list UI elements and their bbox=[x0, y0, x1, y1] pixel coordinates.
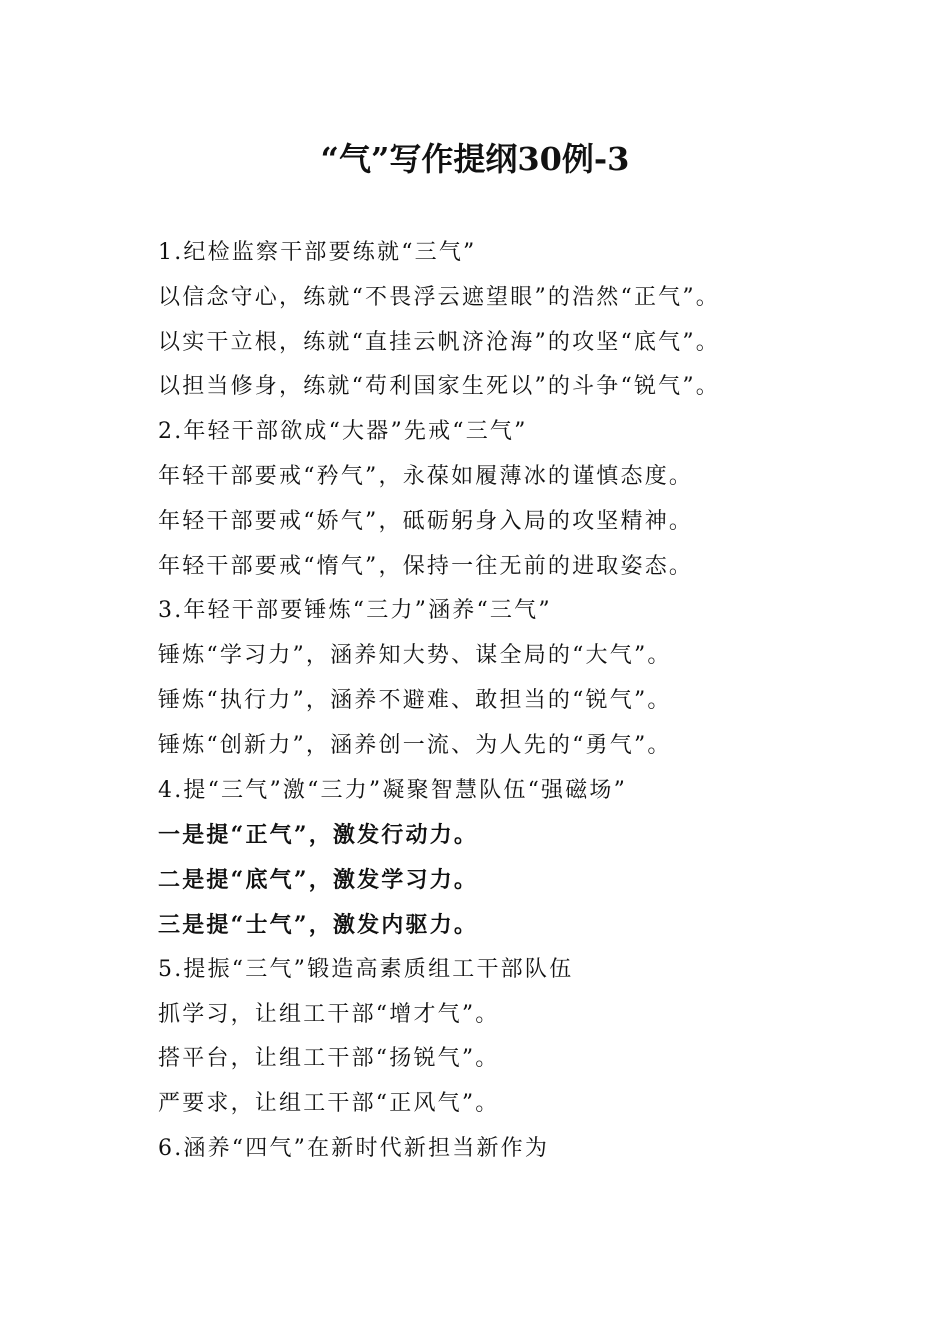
body-line: 以担当修身，练就“苟利国家生死以”的斗争“锐气”。 bbox=[158, 374, 720, 400]
body-line: 锤炼“创新力”，涵养创一流、为人先的“勇气”。 bbox=[158, 732, 672, 758]
body-line: 1.纪检监察干部要练就“三气” bbox=[158, 240, 477, 265]
body-line: 三是提“士气”，激发内驱力。 bbox=[158, 911, 479, 938]
body-line: 以实干立根，练就“直挂云帆济沧海”的攻坚“底气”。 bbox=[158, 329, 720, 355]
body-line: 二是提“底气”，激发学习力。 bbox=[158, 867, 479, 894]
body-line: 5.提振“三气”锻造高素质组工干部队伍 bbox=[158, 956, 574, 982]
body-line: 一是提“正气”，激发行动力。 bbox=[158, 822, 479, 849]
body-line: 锤炼“执行力”，涵养不避难、敢担当的“锐气”。 bbox=[158, 687, 672, 713]
body-line: 搭平台，让组工干部“扬锐气”。 bbox=[158, 1046, 500, 1072]
body-line: 年轻干部要戒“惰气”，保持一往无前的进取姿态。 bbox=[158, 553, 694, 579]
body-line: 2.年轻干部欲成“大器”先戒“三气” bbox=[158, 419, 528, 445]
document-title: “气”写作提纲30例-3 bbox=[320, 140, 630, 178]
body-line: 年轻干部要戒“娇气”，砥砺躬身入局的攻坚精神。 bbox=[158, 508, 694, 534]
body-line: 抓学习，让组工干部“增才气”。 bbox=[158, 1001, 500, 1027]
body-line: 6.涵养“四气”在新时代新担当新作为 bbox=[158, 1135, 550, 1161]
body-line: 4.提“三气”激“三力”凝聚智慧队伍“强磁场” bbox=[158, 777, 628, 803]
body-line: 年轻干部要戒“矜气”，永葆如履薄冰的谨慎态度。 bbox=[158, 463, 694, 489]
document-body bbox=[158, 231, 918, 1172]
body-line: 严要求，让组工干部“正风气”。 bbox=[158, 1091, 500, 1117]
body-line: 锤炼“学习力”，涵养知大势、谋全局的“大气”。 bbox=[158, 643, 672, 669]
body-line: 以信念守心，练就“不畏浮云遮望眼”的浩然“正气”。 bbox=[158, 284, 720, 310]
body-line: 3.年轻干部要锤炼“三力”涵养“三气” bbox=[158, 598, 552, 624]
